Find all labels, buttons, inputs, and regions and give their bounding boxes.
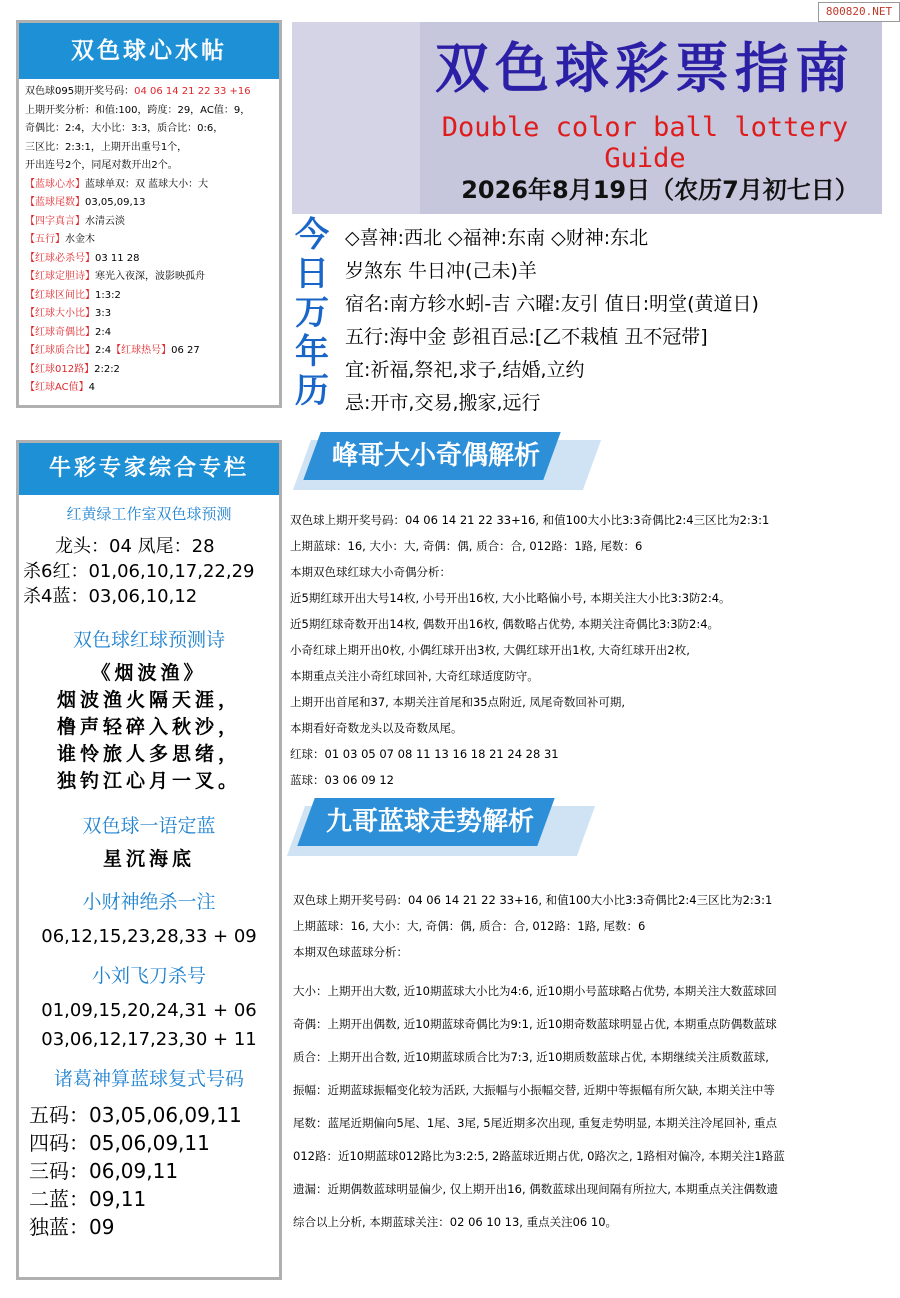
text-line: 遗漏：近期偶数蓝球明显偏少, 仅上期开出16, 偶数蓝球出现间隔有所拉大, 本期重点关注偶数遗 [293, 1182, 779, 1196]
tip-value: 03 11 28 [95, 252, 140, 264]
text-line: 上期开出首尾和37, 本期关注首尾和35点附近, 凤尾奇数回补可期, [290, 695, 626, 709]
tip-tag: 【蓝球心水】 [25, 178, 85, 190]
almanac-line: 宜:祈福,祭祀,求子,结婚,立约 [345, 359, 585, 381]
one-blue-text: 星沉海底 [102, 848, 195, 870]
kill-red: 杀6红：01,06,10,17,22,29 [23, 561, 255, 582]
tip-item [25, 268, 273, 287]
tip-item [25, 213, 273, 232]
text-line: 本期看好奇数龙头以及奇数凤尾。 [290, 721, 463, 735]
tip-item [25, 305, 273, 324]
text-line: 大小：上期开出大数, 近10期蓝球大小比为4:6, 近10期小号蓝球略占优势, 本期关注大数蓝球回 [293, 984, 777, 998]
zhuge-line: 二蓝：09,11 [29, 1187, 147, 1211]
tip-value: 2:4 [95, 345, 112, 356]
caishen-heading: 小财神绝杀一注 [82, 891, 216, 913]
text-line: 近5期红球开出大号14枚, 小号开出16枚, 大小比略偏小号, 本期关注大小比3:3防2:4。 [290, 591, 731, 605]
text-line: 上期蓝球：16, 大小：大, 奇偶：偶, 质合：合, 012路：1路, 尾数：6 [293, 919, 646, 933]
tip-tag: 【红球奇偶比】 [25, 326, 95, 338]
liu-heading: 小刘飞刀杀号 [91, 965, 206, 987]
tip-item [25, 194, 273, 213]
almanac-line: 宿名:南方轸水蚓-吉 六曜:友引 值日:明堂(黄道日) [345, 293, 759, 315]
head-tail: 龙头：04 凤尾：28 [55, 536, 215, 557]
text-line: 双色球上期开奖号码：04 06 14 21 22 33+16, 和值100大小比3:3奇偶比2:4三区比为2:3:1 [290, 513, 770, 527]
poem-heading: 双色球红球预测诗 [72, 629, 225, 651]
studio-heading: 红黄绿工作室双色球预测 [66, 505, 232, 523]
text-line: 本期重点关注小奇红球回补, 大奇红球适度防守。 [290, 669, 539, 683]
analysis-line: 三区比：2:3:1，上期开出重号1个， [25, 141, 188, 153]
almanac-label-char: 今 [295, 215, 329, 255]
page-title: 双色球彩票指南 [435, 36, 855, 100]
tip-item [25, 287, 273, 306]
text-line: 尾数：蓝尾近期偏向5尾、1尾、3尾, 5尾近期多次出现, 重复走势明显, 本期关注冷尾回补, 重点 [293, 1116, 778, 1130]
tip-tag: 【红球必杀号】 [25, 252, 95, 264]
tip-item [25, 342, 273, 361]
tip-item [25, 324, 273, 343]
liu-line: 01,09,15,20,24,31 + 06 [41, 1000, 257, 1021]
tip-value: 06 27 [171, 345, 200, 356]
draw-numbers: 04 06 14 21 22 33 +16 [134, 86, 251, 97]
zhuge-heading: 诸葛神算蓝球复式号码 [53, 1068, 244, 1090]
tip-value: 3:3 [95, 308, 112, 319]
tip-item [25, 176, 273, 195]
tip-value: 1:3:2 [95, 289, 121, 301]
text-line: 奇偶：上期开出偶数, 近10期蓝球奇偶比为9:1, 近10期奇数蓝球明显占优, 本期重点防偶数蓝球 [293, 1017, 777, 1031]
tip-tag: 【红球热号】 [111, 345, 172, 356]
section1-banner [302, 432, 602, 490]
expert-panel [16, 440, 282, 1280]
tip-item [25, 379, 273, 398]
text-line: 蓝球：03 06 09 12 [290, 773, 394, 787]
text-line: 振幅：近期蓝球振幅变化较为活跃, 大振幅与小振幅交替, 近期中等振幅有所欠缺, 本期关注中等 [293, 1083, 775, 1097]
analysis-line: 开出连号2个，同尾对数开出2个。 [25, 160, 178, 171]
text-line: 本期双色球蓝球分析： [293, 945, 408, 959]
issue-date: 2026年8月19日（农历7月初七日） [461, 176, 859, 204]
text-line: 质合：上期开出合数, 近10期蓝球质合比为7:3, 近10期质数蓝球占优, 本期继续关注质数蓝球, [293, 1050, 769, 1064]
text-line: 红球：01 03 05 07 08 11 13 16 18 21 24 28 31 [290, 747, 559, 761]
tip-value: 2:4 [95, 326, 112, 338]
almanac-line: 忌:开市,交易,搬家,远行 [345, 392, 541, 414]
caishen-numbers: 06,12,15,23,28,33 + 09 [41, 926, 257, 947]
zhuge-line: 三码：06,09,11 [29, 1159, 179, 1183]
almanac-lines [345, 222, 895, 420]
poem-name: 《烟波渔》 [91, 662, 207, 684]
almanac-line: ◇喜神:西北 ◇福神:东南 ◇财神:东北 [345, 227, 649, 249]
zhuge-list [19, 1101, 279, 1241]
zhuge-line: 独蓝：09 [29, 1215, 115, 1239]
tip-item [25, 250, 273, 269]
section1-body [290, 507, 898, 793]
section2-body [293, 887, 900, 1239]
poem-line: 橹声轻碎入秋沙， [56, 716, 241, 738]
one-blue-heading: 双色球一语定蓝 [82, 815, 216, 837]
almanac-label-char: 历 [295, 371, 329, 411]
analysis-line: 奇偶比：2:4，大小比：3:3，质合比：0:6， [25, 123, 224, 134]
analysis-line: 上期开奖分析：和值:100，跨度：29，AC值：9， [25, 104, 251, 116]
tip-item [25, 361, 273, 380]
section2-banner [296, 798, 596, 856]
tip-tag: 【红球AC值】 [25, 382, 89, 393]
tip-value: 4 [88, 382, 96, 393]
almanac-label [290, 216, 334, 411]
tip-tag: 【红球区间比】 [25, 289, 95, 301]
almanac-line: 岁煞东 牛日冲(己未)羊 [345, 260, 537, 282]
zhuge-line: 五码：03,05,06,09,11 [29, 1103, 242, 1127]
tip-value: 03,05,09,13 [85, 197, 146, 208]
tip-tag: 【红球大小比】 [25, 308, 95, 319]
poem-line: 谁怜旅人多思绪， [56, 743, 241, 765]
tip-item [25, 231, 273, 250]
poem-line: 烟波渔火隔天涯， [56, 689, 241, 711]
tip-tag: 【红球012路】 [25, 363, 95, 375]
almanac-line: 五行:海中金 彭祖百忌:[乙不栽植 丑不冠带] [345, 326, 708, 348]
tip-value: 蓝球单双：双 蓝球大小：大 [85, 178, 209, 190]
text-line: 012路：近10期蓝球012路比为3:2:5, 2路蓝球近期占优, 0路次之, 1路相对偏冷, 本期关注1路蓝 [293, 1149, 785, 1163]
tip-tag: 【红球定胆诗】 [25, 271, 95, 282]
studio-prediction [19, 534, 279, 609]
text-line: 小奇红球上期开出0枚, 小偶红球开出3枚, 大偶红球开出1枚, 大奇红球开出2枚, [290, 643, 690, 657]
text-line: 近5期红球奇数开出14枚, 偶数开出16枚, 偶数略占优势, 本期关注奇偶比3:3防2:4。 [290, 617, 720, 631]
section1-title: 峰哥大小奇偶解析 [331, 441, 540, 471]
tip-tag: 【蓝球尾数】 [25, 197, 85, 208]
tip-value: 水清云淡 [85, 215, 125, 227]
almanac-label-char: 万 [295, 293, 329, 333]
watermark: 800820.NET [818, 2, 900, 22]
text-line: 上期蓝球：16, 大小：大, 奇偶：偶, 质合：合, 012路：1路, 尾数：6 [290, 539, 643, 553]
page-subtitle: Double color ball lottery Guide [441, 112, 849, 174]
tip-tag: 【四字真言】 [25, 215, 85, 227]
section2-title: 九哥蓝球走势解析 [325, 807, 534, 837]
tip-tag: 【五行】 [25, 234, 65, 245]
text-line: 双色球上期开奖号码：04 06 14 21 22 33+16, 和值100大小比3:3奇偶比2:4三区比为2:3:1 [293, 893, 773, 907]
poem-line: 独钓江心月一叉。 [56, 770, 241, 792]
tip-value: 水金木 [65, 234, 95, 245]
tip-tag: 【红球质合比】 [25, 345, 95, 356]
draw-line [25, 83, 273, 102]
kill-blue: 杀4蓝：03,06,10,12 [23, 586, 198, 607]
text-line: 本期双色球红球大小奇偶分析： [290, 565, 451, 579]
almanac-label-char: 日 [295, 254, 329, 294]
zhuge-line: 四码：05,06,09,11 [29, 1131, 210, 1155]
tip-value: 寒光入夜深，波影映孤舟 [95, 271, 205, 282]
xinshui-body [19, 79, 279, 402]
tip-value: 2:2:2 [94, 363, 120, 375]
expert-title: 牛彩专家综合专栏 [19, 443, 279, 495]
liu-line: 03,06,12,17,23,30 + 11 [41, 1029, 257, 1050]
xinshui-title: 双色球心水帖 [19, 23, 279, 79]
xinshui-panel [16, 20, 282, 408]
text-line: 综合以上分析, 本期蓝球关注：02 06 10 13, 重点关注06 10。 [293, 1215, 618, 1229]
draw-prefix: 双色球095期开奖号码： [25, 86, 135, 97]
almanac-label-char: 年 [295, 332, 329, 372]
